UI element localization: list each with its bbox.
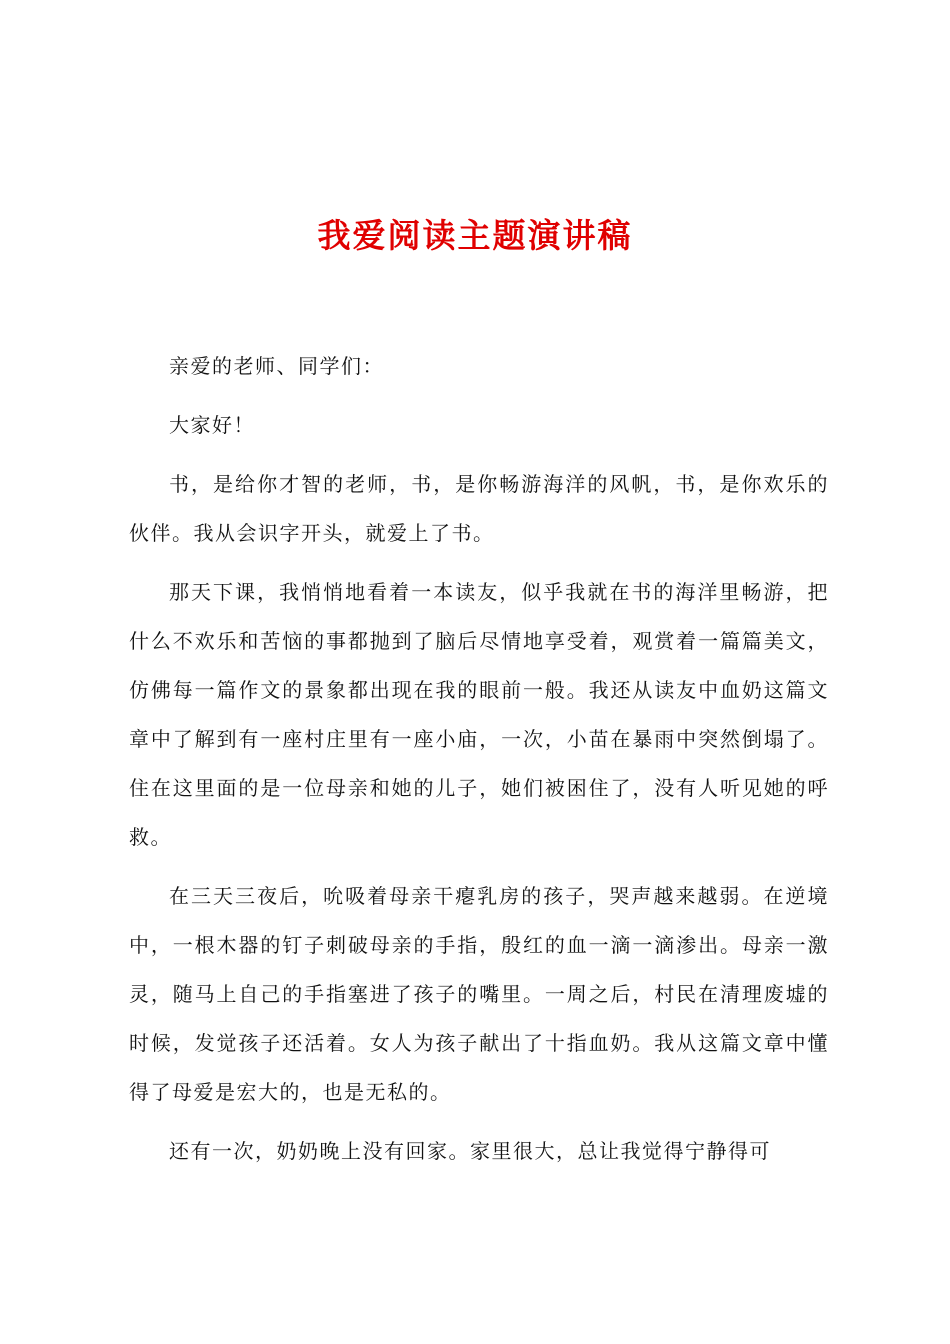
greeting: 大家好！ bbox=[169, 413, 255, 437]
salutation: 亲爱的老师、同学们： bbox=[169, 354, 384, 378]
paragraph: 书，是给你才智的老师，书，是你畅游海洋的风帆，书，是你欢乐的伙伴。我从会识字开头，就爱上了书。 bbox=[129, 472, 829, 545]
paragraph: 还有一次，奶奶晚上没有回家。家里很大，总让我觉得宁静得可 bbox=[169, 1139, 771, 1163]
paragraph: 在三天三夜后，吮吸着母亲干瘪乳房的孩子，哭声越来越弱。在逆境中，一根木器的钉子刺破母亲的手指，殷红的血一滴一滴渗出。母亲一激灵，随马上自己的手指塞进了孩子的嘴里。一周之后，村民在清理废墟的时候，发觉孩子还活着。女人为孩子献出了十指血奶。我从这篇文章中懂得了母爱是宏大的，也是无私的。 bbox=[129, 884, 829, 1104]
document-title: 我爱阅读主题演讲稿 bbox=[317, 216, 633, 255]
paragraph: 那天下课，我悄悄地看着一本读友，似乎我就在书的海洋里畅游，把什么不欢乐和苦恼的事都抛到了脑后尽情地享受着，观赏着一篇篇美文，仿佛每一篇作文的景象都出现在我的眼前一般。我还从读友中血奶这篇文章中了解到有一座村庄里有一座小庙，一次，小苗在暴雨中突然倒塌了。住在这里面的是一位母亲和她的儿子，她们被困住了，没有人听见她的呼救。 bbox=[129, 580, 829, 849]
document-body bbox=[129, 342, 829, 1176]
